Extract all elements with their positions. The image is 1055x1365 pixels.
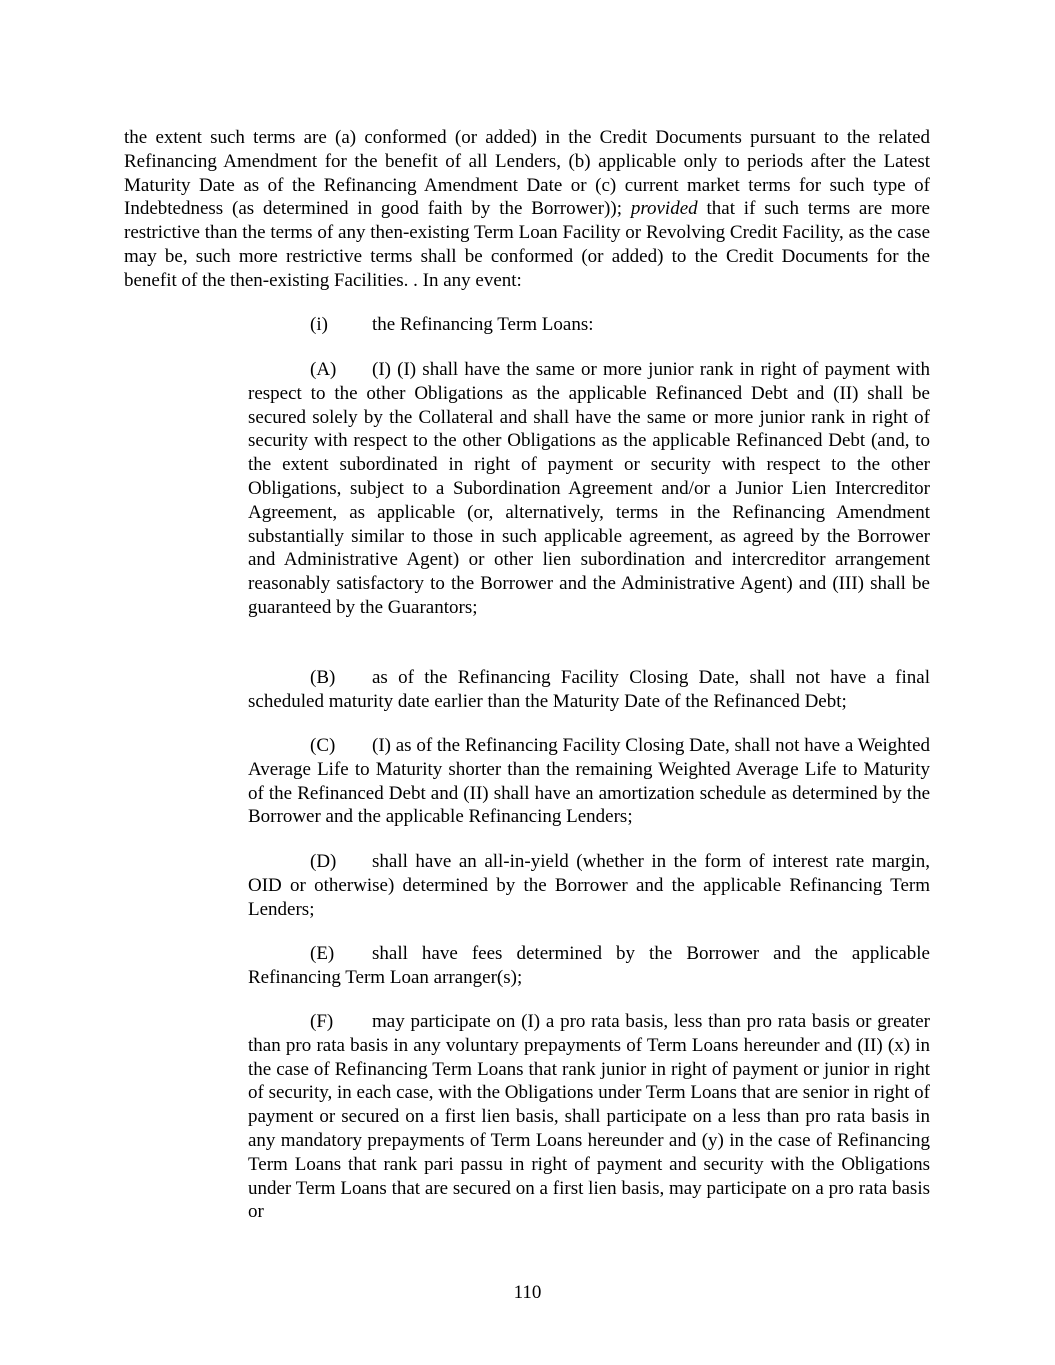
intro-text-start: the extent such terms are (a) conformed (or added) in the Credit Documents pursuant to the related Refinancing Amendment for the benefit of all Lenders, (b) applicable only to periods after the Latest Maturity Date as of the Refinancing Amendment Date or (c) current market terms for such type of Indebtedness (as determined in good faith by the Borrower));	[124, 127, 930, 220]
clause-i-text: the Refinancing Term Loans:	[372, 314, 594, 335]
subclause-c-label: (C)	[310, 735, 336, 756]
subclause-a	[248, 358, 930, 620]
subclause-f-text: may participate on (I) a pro rata basis, less than pro rata basis or greater than pro rata basis in any voluntary prepayments of Term Loans hereunder and (II) (x) in the case of Refinancing Term Loans that rank junior in right of payment or junior in right of security, in each case, with the Obligations under Term Loans that are senior in right of payment or secured on a first lien basis, shall participate on a less than pro rata basis in any mandatory prepayments of Term Loans hereunder and (y) in the case of Refinancing Term Loans that rank pari passu in right of payment and security with the Obligations under Term Loans that are secured on a first lien basis, may participate on a pro rata basis or	[248, 1011, 930, 1223]
subclause-d-text: shall have an all-in-yield (whether in the form of interest rate margin, OID or otherwise) determined by the Borrower and the applicable Refinancing Term Lenders;	[248, 851, 930, 920]
subclause-a-label: (A)	[310, 359, 337, 380]
subclause-e	[248, 942, 930, 990]
subclause-d-label: (D)	[310, 851, 337, 872]
clause-i-label: (i)	[310, 314, 328, 335]
subclause-f	[248, 1010, 930, 1224]
subclause-f-label: (F)	[310, 1011, 334, 1032]
subclause-e-text: shall have fees determined by the Borrower and the applicable Refinancing Term Loan arranger(s);	[248, 943, 930, 988]
page-number: 110	[513, 1282, 542, 1303]
provided-italic: provided	[630, 198, 698, 220]
subclause-c	[248, 734, 930, 829]
subclause-e-label: (E)	[310, 943, 335, 964]
subclause-b	[248, 666, 930, 714]
subclause-c-text: (I) as of the Refinancing Facility Closing Date, shall not have a Weighted Average Life to Maturity shorter than the remaining Weighted Average Life to Maturity of the Refinanced Debt and (II) shall have an amortization schedule as determined by the Borrower and the applicable Refinancing Lenders;	[248, 735, 930, 828]
subclause-d	[248, 850, 930, 921]
clause-i	[310, 313, 930, 337]
subclause-b-text: as of the Refinancing Facility Closing Date, shall not have a final scheduled maturity date earlier than the Maturity Date of the Refinanced Debt;	[248, 667, 930, 712]
intro-text-end: that if such terms are more restrictive than the terms of any then-existing Term Loan Facility or Revolving Credit Facility, as the case may be, such more restrictive terms shall be conformed (or added) to the Credit Documents for the benefit of the then-existing Facilities. . In any event:	[124, 198, 930, 291]
subclause-b-label: (B)	[310, 667, 336, 688]
intro-paragraph	[124, 126, 930, 293]
subclause-a-text: (I) (I) shall have the same or more junior rank in right of payment with respect to the other Obligations as the applicable Refinanced Debt and (II) shall be secured solely by the Collateral and shall have the same or more junior rank in right of security with respect to the other Obligations as the applicable Refinanced Debt (and, to the extent subordinated in right of payment or security with respect to the other Obligations, subject to a Subordination Agreement and/or a Junior Lien Intercreditor Agreement, as applicable (or, alternatively, terms in the Refinancing Amendment substantially similar to those in such applicable agreement, as agreed by the Borrower and Administrative Agent) or other lien subordination and intercreditor arrangement reasonably satisfactory to the Borrower and the Administrative Agent) and (III) shall be guaranteed by the Guarantors;	[248, 359, 930, 618]
